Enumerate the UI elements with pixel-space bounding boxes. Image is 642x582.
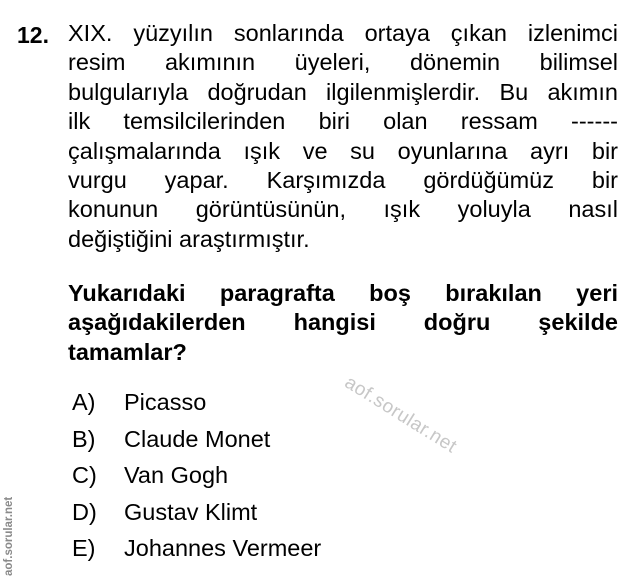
option-text: Claude Monet bbox=[124, 425, 271, 452]
question-prompt bbox=[68, 279, 618, 367]
question-stem bbox=[68, 19, 618, 254]
watermark-diagonal: aof.sorular.net bbox=[340, 372, 461, 458]
option-letter: A) bbox=[72, 389, 96, 415]
option-letter: B) bbox=[72, 425, 96, 452]
answer-options bbox=[72, 386, 321, 569]
option-c[interactable] bbox=[72, 459, 321, 496]
option-d[interactable] bbox=[72, 496, 321, 533]
option-a[interactable] bbox=[72, 386, 321, 423]
option-text: Johannes Vermeer bbox=[124, 535, 322, 561]
option-letter: D) bbox=[72, 498, 97, 525]
watermark-vertical: aof.sorular.net bbox=[3, 496, 15, 576]
question-number: 12. bbox=[17, 22, 49, 48]
stem-line: XIX. yüzyılın sonlarında ortaya çıkan izlenimci bbox=[68, 20, 618, 46]
stem-line: vurgu yapar. Karşımızda gördüğümüz bir bbox=[68, 167, 618, 194]
option-e[interactable] bbox=[72, 532, 321, 569]
stem-line: değiştiğini araştırmıştır. bbox=[68, 225, 310, 252]
option-b[interactable] bbox=[72, 423, 321, 460]
stem-line: bulgularıyla doğrudan ilgilenmişlerdir. Bu akımın bbox=[68, 78, 618, 105]
option-text: Picasso bbox=[124, 389, 207, 415]
stem-line: çalışmalarında ışık ve su oyunlarına ayrı bir bbox=[68, 137, 618, 164]
stem-line: ilk temsilcilerinden biri olan ressam ------ bbox=[68, 108, 618, 135]
option-letter: C) bbox=[72, 462, 97, 488]
stem-line: konunun görüntüsünün, ışık yoluyla nasıl bbox=[68, 196, 618, 223]
stem-line: resim akımının üyeleri, dönemin bilimsel bbox=[68, 49, 618, 76]
prompt-line: aşağıdakilerden hangisi doğru şekilde bbox=[68, 309, 618, 336]
option-letter: E) bbox=[72, 535, 96, 561]
prompt-line: Yukarıdaki paragrafta boş bırakılan yeri bbox=[68, 280, 618, 306]
option-text: Van Gogh bbox=[124, 462, 229, 488]
prompt-line: tamamlar? bbox=[68, 338, 187, 365]
option-text: Gustav Klimt bbox=[124, 498, 258, 525]
